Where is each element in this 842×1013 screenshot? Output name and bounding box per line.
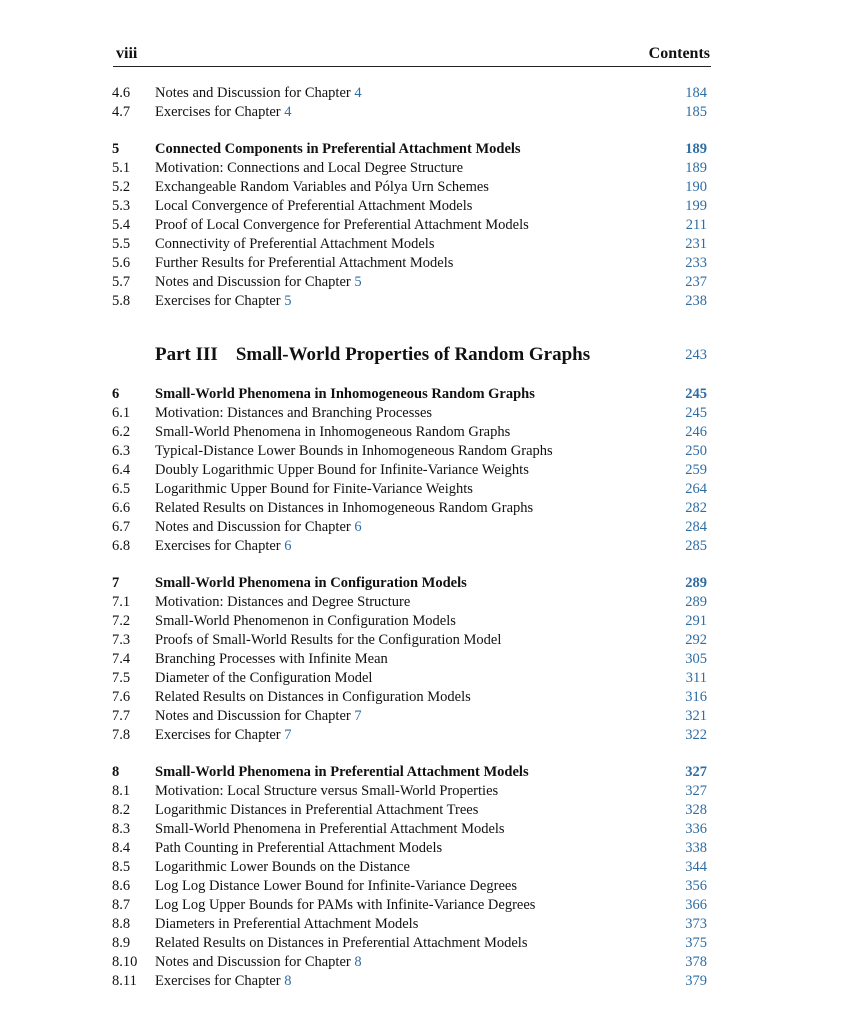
page-ref-link[interactable]: 246	[685, 424, 707, 440]
section-title[interactable]	[155, 972, 292, 991]
chapter-ref-link[interactable]: 8	[284, 973, 292, 989]
section-title[interactable]	[155, 650, 388, 669]
toc-section-row	[0, 197, 842, 216]
page-ref-link[interactable]: 190	[685, 179, 707, 195]
section-title-text: Typical-Distance Lower Bounds in Inhomogeneous Random Graphs	[155, 443, 553, 459]
section-number: 5.5	[112, 236, 131, 252]
page-ref-link[interactable]: 291	[685, 613, 707, 629]
section-number: 4.6	[112, 85, 131, 101]
page-ref-link[interactable]: 338	[685, 840, 707, 856]
page-ref-link[interactable]: 245	[685, 386, 707, 402]
section-number: 8.3	[112, 821, 131, 837]
chapter-ref-link[interactable]: 6	[354, 519, 362, 535]
page-ref-link[interactable]: 328	[685, 802, 707, 818]
toc-section-row	[0, 461, 842, 480]
section-title[interactable]	[155, 103, 292, 122]
section-title-text: Notes and Discussion for Chapter	[155, 274, 355, 290]
section-number: 7.2	[112, 613, 131, 629]
toc-section-row	[0, 707, 842, 726]
section-title-text: Notes and Discussion for Chapter	[155, 954, 355, 970]
page-ref-link[interactable]: 282	[685, 500, 707, 516]
section-title[interactable]	[155, 707, 362, 726]
section-title-text: Exercises for Chapter	[155, 293, 285, 309]
section-title-text: Small-World Phenomena in Inhomogeneous Random Graphs	[155, 424, 511, 440]
section-title[interactable]	[155, 839, 442, 858]
section-number: 5	[112, 141, 120, 157]
section-title-text: Logarithmic Upper Bound for Finite-Variance Weights	[155, 481, 473, 497]
page-ref-link[interactable]: 305	[685, 651, 707, 667]
toc-section-row	[0, 103, 842, 122]
section-number: 5.7	[112, 274, 131, 290]
section-title-text: Motivation: Connections and Local Degree Structure	[155, 160, 464, 176]
section-title-text: Small-World Phenomena in Configuration Models	[155, 575, 467, 591]
section-title-text: Motivation: Distances and Branching Processes	[155, 405, 433, 421]
section-number: 8.11	[112, 973, 137, 989]
toc-section-row	[0, 726, 842, 745]
section-title-text: Exercises for Chapter	[155, 538, 285, 554]
toc-section-row	[0, 480, 842, 499]
toc-section-row	[0, 650, 842, 669]
section-number: 6.4	[112, 462, 131, 478]
page-ref-link[interactable]: 327	[685, 764, 707, 780]
section-title-text: Proof of Local Convergence for Preferential Attachment Models	[155, 217, 529, 233]
toc-section-row	[0, 216, 842, 235]
toc-section-row	[0, 934, 842, 953]
toc-section-row	[0, 953, 842, 972]
section-title-text: Related Results on Distances in Preferential Attachment Models	[155, 935, 528, 951]
section-title-text: Notes and Discussion for Chapter	[155, 519, 355, 535]
section-number: 6.8	[112, 538, 131, 554]
toc-section-row	[0, 631, 842, 650]
section-title-text: Notes and Discussion for Chapter	[155, 708, 355, 724]
section-title[interactable]	[155, 404, 432, 423]
section-title-text: Notes and Discussion for Chapter	[155, 85, 355, 101]
toc-section-row	[0, 292, 842, 311]
section-number: 5.6	[112, 255, 131, 271]
section-number: 5.8	[112, 293, 131, 309]
part-label: Part III	[155, 344, 218, 365]
section-number: 4.7	[112, 104, 131, 120]
section-number: 8.7	[112, 897, 131, 913]
page-ref-link[interactable]: 184	[685, 85, 707, 101]
section-title[interactable]	[155, 461, 529, 480]
section-title[interactable]	[155, 934, 527, 953]
page-ref-link[interactable]: 289	[685, 594, 707, 610]
section-title[interactable]	[155, 782, 498, 801]
toc-section-row	[0, 423, 842, 442]
page-header	[113, 44, 711, 67]
page-ref-link[interactable]: 322	[685, 727, 707, 743]
section-title[interactable]	[155, 254, 453, 273]
section-title[interactable]	[155, 292, 292, 311]
section-title-text: Path Counting in Preferential Attachment Models	[155, 840, 443, 856]
page-ref-link[interactable]: 344	[685, 859, 707, 875]
toc-chapter-row	[0, 385, 842, 404]
section-title-text: Local Convergence of Preferential Attachment Models	[155, 198, 473, 214]
toc-section-row	[0, 254, 842, 273]
section-number: 6.6	[112, 500, 131, 516]
section-title-text: Exercises for Chapter	[155, 727, 285, 743]
section-title-text: Logarithmic Lower Bounds on the Distance	[155, 859, 410, 875]
page-ref-link[interactable]: 243	[685, 347, 707, 363]
section-title-text: Diameters in Preferential Attachment Models	[155, 916, 419, 932]
toc-section-row	[0, 273, 842, 292]
page-ref-link[interactable]: 199	[685, 198, 707, 214]
section-title[interactable]	[155, 273, 362, 292]
chapter-ref-link[interactable]: 4	[284, 104, 292, 120]
section-title-text: Further Results for Preferential Attachment Models	[155, 255, 454, 271]
section-number: 6	[112, 386, 120, 402]
section-number: 7.1	[112, 594, 131, 610]
section-title[interactable]	[155, 537, 292, 556]
chapter-ref-link[interactable]: 7	[284, 727, 292, 743]
section-title[interactable]	[155, 820, 505, 839]
toc-section-row	[0, 612, 842, 631]
section-number: 6.1	[112, 405, 131, 421]
section-title-text: Exercises for Chapter	[155, 973, 285, 989]
section-title[interactable]	[155, 216, 529, 235]
section-title-text: Proofs of Small-World Results for the Configuration Model	[155, 632, 502, 648]
section-number: 7.4	[112, 651, 131, 667]
section-number: 8.6	[112, 878, 131, 894]
toc-section-row	[0, 839, 842, 858]
section-title[interactable]	[155, 688, 471, 707]
section-title-text: Related Results on Distances in Configuration Models	[155, 689, 471, 705]
section-title-text: Connectivity of Preferential Attachment Models	[155, 236, 435, 252]
section-number: 7	[112, 575, 120, 591]
section-title[interactable]	[155, 896, 535, 915]
page-ref-link[interactable]: 366	[685, 897, 707, 913]
section-title[interactable]	[155, 763, 529, 782]
toc-section-row	[0, 537, 842, 556]
section-number: 8.9	[112, 935, 131, 951]
page-number: viii	[116, 45, 138, 62]
page-ref-link[interactable]: 284	[685, 519, 707, 535]
section-title-text: Motivation: Distances and Degree Structure	[155, 594, 411, 610]
section-title[interactable]	[155, 84, 362, 103]
section-number: 7.5	[112, 670, 131, 686]
section-title-text: Small-World Phenomenon in Configuration Models	[155, 613, 456, 629]
page-ref-link[interactable]: 237	[685, 274, 707, 290]
toc-section-row	[0, 518, 842, 537]
page-ref-link[interactable]: 373	[685, 916, 707, 932]
page-ref-link[interactable]: 259	[685, 462, 707, 478]
section-number: 7.3	[112, 632, 131, 648]
section-title-text: Small-World Phenomena in Preferential Attachment Models	[155, 821, 505, 837]
section-title[interactable]	[155, 480, 473, 499]
section-number: 5.1	[112, 160, 131, 176]
section-title[interactable]	[155, 631, 501, 650]
section-title[interactable]	[155, 669, 372, 688]
section-number: 6.2	[112, 424, 131, 440]
toc-chapter-row	[0, 763, 842, 782]
toc-section-row	[0, 858, 842, 877]
section-title[interactable]	[155, 178, 489, 197]
toc-section-row	[0, 972, 842, 991]
section-number: 8	[112, 764, 120, 780]
section-number: 6.5	[112, 481, 131, 497]
section-number: 6.7	[112, 519, 131, 535]
section-number: 8.8	[112, 916, 131, 932]
section-title[interactable]	[155, 915, 418, 934]
section-title[interactable]	[155, 385, 535, 404]
section-title-text: Exchangeable Random Variables and Pólya Urn Schemes	[155, 179, 489, 195]
section-title[interactable]	[155, 877, 517, 896]
toc-section-row	[0, 84, 842, 103]
section-title-text: Small-World Phenomena in Preferential Attachment Models	[155, 764, 529, 780]
page-ref-link[interactable]: 189	[685, 160, 707, 176]
section-title-text: Log Log Distance Lower Bound for Infinite-Variance Degrees	[155, 878, 517, 894]
section-number: 6.3	[112, 443, 131, 459]
toc-section-row	[0, 669, 842, 688]
chapter-ref-link[interactable]: 4	[354, 85, 362, 101]
page-ref-link[interactable]: 189	[685, 141, 707, 157]
page-ref-link[interactable]: 233	[685, 255, 707, 271]
section-number: 8.10	[112, 954, 138, 970]
section-title[interactable]	[155, 726, 292, 745]
section-title[interactable]	[155, 953, 362, 972]
page-ref-link[interactable]: 231	[685, 236, 707, 252]
page-ref-link[interactable]: 336	[685, 821, 707, 837]
toc-section-row	[0, 404, 842, 423]
chapter-ref-link[interactable]: 7	[354, 708, 362, 724]
section-number: 7.7	[112, 708, 131, 724]
section-number: 5.4	[112, 217, 131, 233]
section-title[interactable]	[155, 197, 472, 216]
toc-chapter-row	[0, 140, 842, 159]
section-title-text: Small-World Phenomena in Inhomogeneous Random Graphs	[155, 386, 535, 402]
page-ref-link[interactable]: 285	[685, 538, 707, 554]
part-name: Small-World Properties of Random Graphs	[235, 344, 591, 365]
page-ref-link[interactable]: 375	[685, 935, 707, 951]
section-title[interactable]	[155, 574, 467, 593]
toc-section-row	[0, 178, 842, 197]
part-title	[155, 344, 590, 366]
section-title[interactable]	[155, 518, 362, 537]
toc-section-row	[0, 442, 842, 461]
chapter-ref-link[interactable]: 5	[284, 293, 292, 309]
section-title[interactable]	[155, 235, 434, 254]
section-title-text: Branching Processes with Infinite Mean	[155, 651, 388, 667]
section-title[interactable]	[155, 499, 533, 518]
toc-section-row	[0, 820, 842, 839]
toc-section-row	[0, 499, 842, 518]
chapter-ref-link[interactable]: 6	[284, 538, 292, 554]
chapter-ref-link[interactable]: 5	[354, 274, 362, 290]
section-number: 8.4	[112, 840, 131, 856]
page-ref-link[interactable]: 185	[685, 104, 707, 120]
section-title-text: Diameter of the Configuration Model	[155, 670, 373, 686]
page-ref-link[interactable]: 292	[685, 632, 707, 648]
section-number: 5.3	[112, 198, 131, 214]
chapter-ref-link[interactable]: 8	[354, 954, 362, 970]
section-title[interactable]	[155, 612, 456, 631]
page-ref-link[interactable]: 289	[685, 575, 707, 591]
page-ref-link[interactable]: 238	[685, 293, 707, 309]
section-title-text: Doubly Logarithmic Upper Bound for Infinite-Variance Weights	[155, 462, 529, 478]
section-title[interactable]	[155, 858, 410, 877]
section-title-text: Logarithmic Distances in Preferential Attachment Trees	[155, 802, 479, 818]
section-number: 8.1	[112, 783, 131, 799]
page-ref-link[interactable]: 264	[685, 481, 707, 497]
page-ref-link[interactable]: 379	[685, 973, 707, 989]
page-ref-link[interactable]: 321	[685, 708, 707, 724]
section-title-text: Exercises for Chapter	[155, 104, 285, 120]
page-ref-link[interactable]: 311	[685, 670, 707, 686]
toc-section-row	[0, 782, 842, 801]
part-heading	[0, 344, 842, 368]
section-number: 7.6	[112, 689, 131, 705]
page-ref-link[interactable]: 211	[685, 217, 707, 233]
section-number: 7.8	[112, 727, 131, 743]
toc-section-row	[0, 688, 842, 707]
toc-section-row	[0, 801, 842, 820]
running-title: Contents	[648, 45, 710, 62]
section-number: 8.5	[112, 859, 131, 875]
page-ref-link[interactable]: 245	[685, 405, 707, 421]
section-title-text: Related Results on Distances in Inhomogeneous Random Graphs	[155, 500, 534, 516]
section-title[interactable]	[155, 593, 410, 612]
toc-section-row	[0, 896, 842, 915]
section-title[interactable]	[155, 801, 478, 820]
section-title[interactable]	[155, 159, 463, 178]
toc-chapter-row	[0, 574, 842, 593]
toc-section-row	[0, 593, 842, 612]
section-title-text: Log Log Upper Bounds for PAMs with Infinite-Variance Degrees	[155, 897, 536, 913]
section-title-text: Connected Components in Preferential Attachment Models	[155, 141, 521, 157]
toc-section-row	[0, 159, 842, 178]
section-title[interactable]	[155, 140, 521, 159]
section-title-text: Motivation: Local Structure versus Small-World Properties	[155, 783, 499, 799]
page-ref-link[interactable]: 378	[685, 954, 707, 970]
page-ref-link[interactable]: 327	[685, 783, 707, 799]
toc-section-row	[0, 915, 842, 934]
toc-section-row	[0, 877, 842, 896]
page-ref-link[interactable]: 250	[685, 443, 707, 459]
section-title[interactable]	[155, 442, 553, 461]
section-title[interactable]	[155, 423, 510, 442]
section-number: 5.2	[112, 179, 131, 195]
page-ref-link[interactable]: 356	[685, 878, 707, 894]
toc-section-row	[0, 235, 842, 254]
section-number: 8.2	[112, 802, 131, 818]
page-ref-link[interactable]: 316	[685, 689, 707, 705]
